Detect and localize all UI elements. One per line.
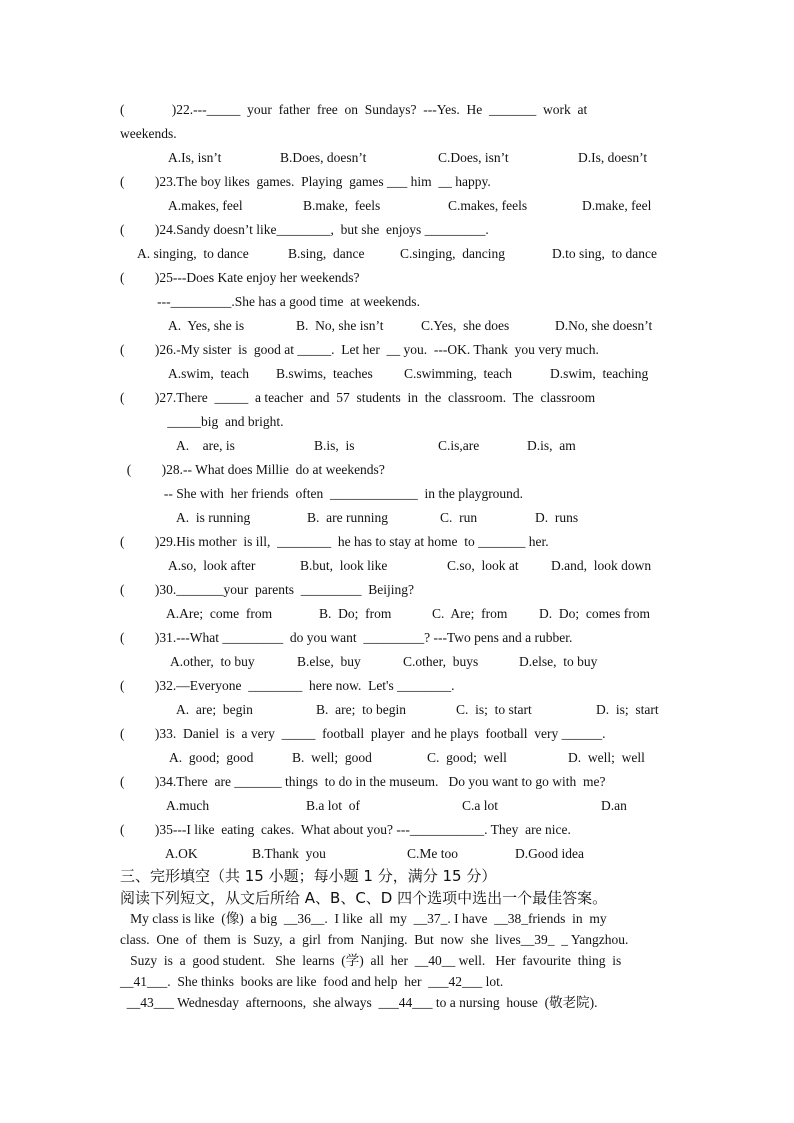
question-24-options bbox=[0, 243, 794, 265]
option-c: C. good; well bbox=[427, 750, 507, 765]
option-b: B.make, feels bbox=[303, 198, 381, 213]
option-b: B. No, she isn’t bbox=[296, 318, 384, 333]
option-c: C.Yes, she does bbox=[421, 318, 510, 333]
question-28-options bbox=[0, 507, 794, 529]
passage-line: class. One of them is Suzy, a girl from Nanjing. But now she lives__39_ _ Yangzhou. bbox=[120, 932, 629, 947]
option-d: D.else, to buy bbox=[519, 654, 598, 669]
question-22-stem: ( )22.---_____ your father free on Sundays? ---Yes. He _______ work at bbox=[120, 102, 588, 117]
question-32-stem: ( )32.—Everyone ________ here now. Let's ________. bbox=[120, 678, 455, 693]
question-26-options bbox=[0, 363, 794, 385]
option-b: B. Do; from bbox=[319, 606, 392, 621]
question-24-stem: ( )24.Sandy doesn’t like________, but she enjoys _________. bbox=[120, 222, 489, 237]
question-33-stem: ( )33. Daniel is a very _____ football player and he plays football very ______. bbox=[120, 726, 606, 741]
option-b: B.a lot of bbox=[306, 798, 360, 813]
question-26-stem: ( )26.-My sister is good at _____. Let her __ you. ---OK. Thank you very much. bbox=[120, 342, 599, 357]
option-b: B. are running bbox=[307, 510, 388, 525]
question-35-stem: ( )35---I like eating cakes. What about you? ---___________. They are nice. bbox=[120, 822, 571, 837]
question-27-options bbox=[0, 435, 794, 457]
option-c: C.Does, isn’t bbox=[438, 150, 509, 165]
passage-line: My class is like (像) a big __36__. I like all my __37_. I have __38_friends in my bbox=[120, 911, 607, 926]
option-d: D.to sing, to dance bbox=[552, 246, 657, 261]
question-29-stem: ( )29.His mother is ill, ________ he has to stay at home to _______ her. bbox=[120, 534, 549, 549]
option-c: C. Are; from bbox=[432, 606, 508, 621]
option-b: B.Thank you bbox=[252, 846, 326, 861]
option-a: A.OK bbox=[165, 846, 198, 861]
question-25-stem: ( )25---Does Kate enjoy her weekends? bbox=[120, 270, 360, 285]
option-d: D.Is, doesn’t bbox=[578, 150, 648, 165]
option-a: A.so, look after bbox=[168, 558, 256, 573]
option-d: D.an bbox=[601, 798, 627, 813]
option-a: A. are; begin bbox=[176, 702, 253, 717]
option-c: C.so, look at bbox=[447, 558, 519, 573]
option-d: D. runs bbox=[535, 510, 579, 525]
option-c: C.is,are bbox=[438, 438, 480, 453]
option-c: C.a lot bbox=[462, 798, 498, 813]
question-35-options bbox=[0, 843, 794, 865]
option-d: D. well; well bbox=[568, 750, 645, 765]
section-3-heading: 三、完形填空（共 15 小题；每小题 1 分，满分 15 分） bbox=[120, 867, 497, 885]
option-c: C.makes, feels bbox=[448, 198, 528, 213]
question-27-stem-cont: _____big and bright. bbox=[120, 414, 284, 429]
option-a: A. good; good bbox=[169, 750, 254, 765]
passage-line: __41___. She thinks books are like food and help her ___42___ lot. bbox=[120, 974, 504, 989]
question-28-stem: ( )28.-- What does Millie do at weekends? bbox=[120, 462, 385, 477]
question-27-stem: ( )27.There _____ a teacher and 57 students in the classroom. The classroom bbox=[120, 390, 596, 405]
option-c: C. run bbox=[440, 510, 478, 525]
option-a: A. is running bbox=[176, 510, 251, 525]
option-a: A. Yes, she is bbox=[168, 318, 245, 333]
option-b: B.swims, teaches bbox=[276, 366, 373, 381]
passage-line: Suzy is a good student. She learns (学) all her __40__ well. Her favourite thing is bbox=[120, 953, 622, 968]
question-34-options bbox=[0, 795, 794, 817]
passage-line: __43___ Wednesday afternoons, she always ___44___ to a nursing house (敬老院). bbox=[120, 995, 598, 1010]
question-29-options bbox=[0, 555, 794, 577]
question-22-options bbox=[0, 147, 794, 169]
option-d: D.is, am bbox=[527, 438, 576, 453]
option-b: B.is, is bbox=[314, 438, 355, 453]
option-c: C. is; to start bbox=[456, 702, 532, 717]
option-d: D. Do; comes from bbox=[539, 606, 650, 621]
option-a: A. are, is bbox=[176, 438, 235, 453]
option-d: D.make, feel bbox=[582, 198, 652, 213]
option-c: C.other, buys bbox=[403, 654, 479, 669]
question-23-stem: ( )23.The boy likes games. Playing games ___ him __ happy. bbox=[120, 174, 491, 189]
question-34-stem: ( )34.There are _______ things to do in the museum. Do you want to go with me? bbox=[120, 774, 606, 789]
option-a: A.other, to buy bbox=[170, 654, 255, 669]
question-30-stem: ( )30._______your parents _________ Beijing? bbox=[120, 582, 414, 597]
option-b: B.but, look like bbox=[300, 558, 388, 573]
option-a: A.Are; come from bbox=[166, 606, 273, 621]
option-d: D.No, she doesn’t bbox=[555, 318, 653, 333]
section-3-instruction: 阅读下列短文，从文后所给 A、B、C、D 四个选项中选出一个最佳答案。 bbox=[120, 889, 608, 907]
option-c: C.Me too bbox=[407, 846, 459, 861]
option-a: A. singing, to dance bbox=[137, 246, 249, 261]
question-33-options bbox=[0, 747, 794, 769]
question-30-options bbox=[0, 603, 794, 625]
option-a: A.Is, isn’t bbox=[168, 150, 222, 165]
option-b: B. well; good bbox=[292, 750, 372, 765]
option-b: B.else, buy bbox=[297, 654, 361, 669]
option-d: D.swim, teaching bbox=[550, 366, 649, 381]
question-23-options bbox=[0, 195, 794, 217]
option-c: C.swimming, teach bbox=[404, 366, 512, 381]
question-28-stem-cont: -- She with her friends often _____________ in the playground. bbox=[120, 486, 524, 501]
option-c: C.singing, dancing bbox=[400, 246, 505, 261]
option-b: B. are; to begin bbox=[316, 702, 406, 717]
option-a: A.makes, feel bbox=[168, 198, 243, 213]
option-b: B.Does, doesn’t bbox=[280, 150, 367, 165]
question-31-options bbox=[0, 651, 794, 673]
option-b: B.sing, dance bbox=[288, 246, 365, 261]
question-25-options bbox=[0, 315, 794, 337]
option-d: D.Good idea bbox=[515, 846, 584, 861]
question-25-stem-cont: ---_________.She has a good time at weekends. bbox=[120, 294, 420, 309]
option-a: A.swim, teach bbox=[168, 366, 249, 381]
option-d: D. is; start bbox=[596, 702, 659, 717]
question-32-options bbox=[0, 699, 794, 721]
option-d: D.and, look down bbox=[551, 558, 652, 573]
option-a: A.much bbox=[166, 798, 210, 813]
question-31-stem: ( )31.---What _________ do you want _________? ---Two pens and a rubber. bbox=[120, 630, 573, 645]
question-22-stem-cont: weekends. bbox=[120, 126, 177, 141]
